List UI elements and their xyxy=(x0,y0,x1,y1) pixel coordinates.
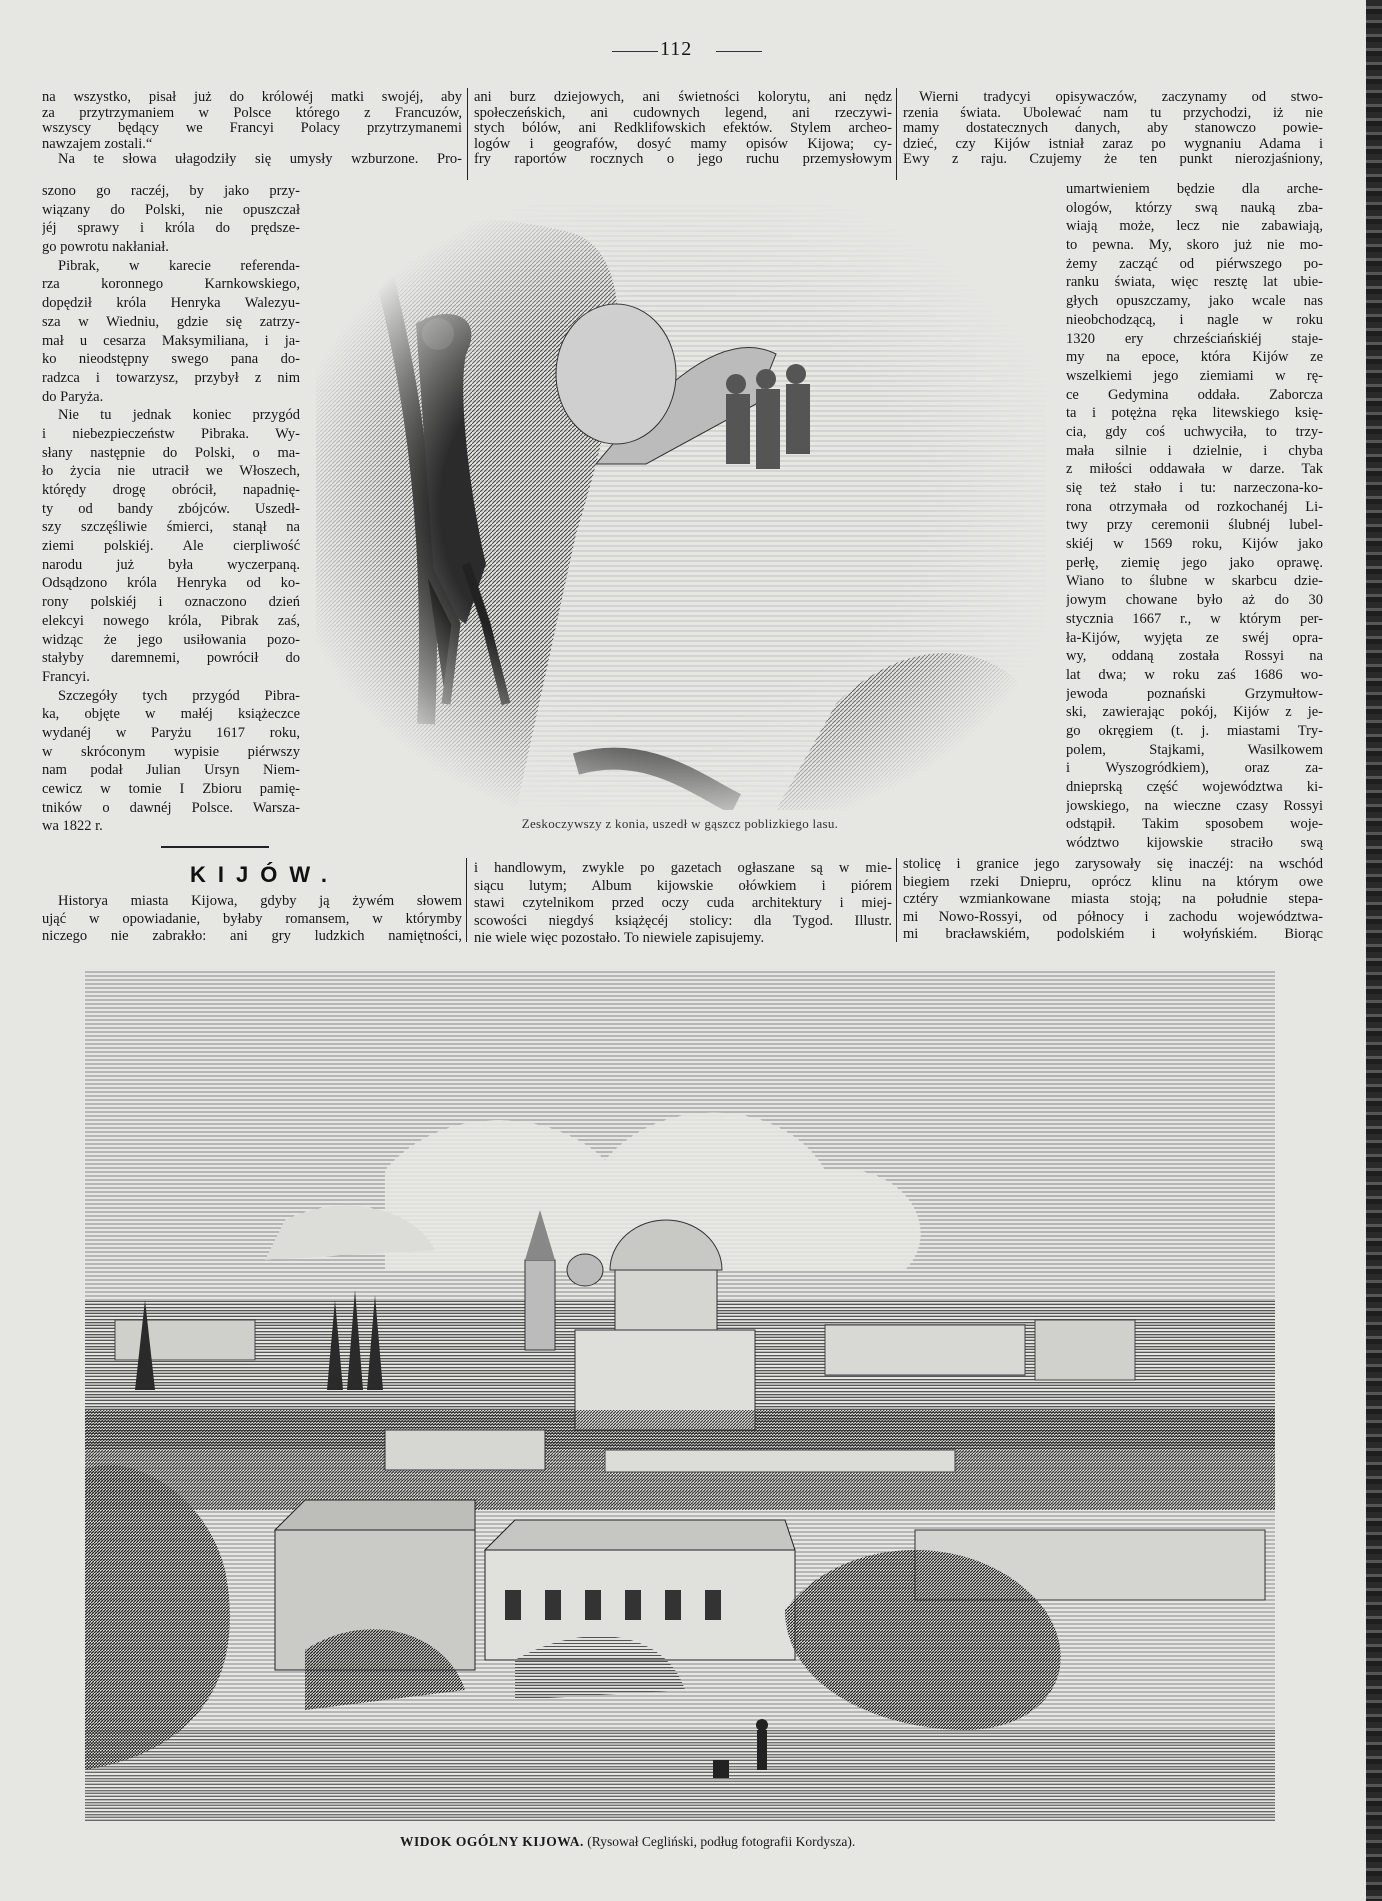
article-column-1 xyxy=(42,893,462,946)
text-line: i niebezpieczeństw Pibraka. Wy- xyxy=(42,425,300,442)
top-illustration-engraving xyxy=(316,204,1046,810)
page-number-dash-left xyxy=(612,51,658,52)
text-line: biegiem rzeki Dniepru, oprócz klinu na którym owe xyxy=(903,873,1323,890)
text-line: ce Gedymina oddała. Zaborcza xyxy=(1066,386,1323,403)
text-line: skiéj w 1569 roku, Kijów jako xyxy=(1066,536,1323,553)
page-binding-edge xyxy=(1366,0,1382,1901)
top-column-1 xyxy=(42,90,462,168)
text-line: rony polskiéj i oznaczono dzień xyxy=(42,594,300,611)
bottom-illustration-caption xyxy=(400,1834,855,1850)
text-line: odstąpił. Takim sposobem woje- xyxy=(1066,816,1323,833)
text-line: cia, gdy coś uchwyciła, to trzy- xyxy=(1066,423,1323,440)
text-line: którędy drogę obrócił, napadnię- xyxy=(42,482,300,498)
text-line: nam podał Julian Ursyn Niem- xyxy=(42,762,300,779)
text-line: wiają może, lecz nie zabawiają, xyxy=(1066,218,1323,235)
text-line: szono go raczéj, by jako przy- xyxy=(42,183,300,199)
text-line: mi Nowo-Rossyi, od północy i zachodu województwa- xyxy=(903,908,1323,925)
text-line: nieobchodzącą, i nagle w roku xyxy=(1066,311,1323,328)
text-line: tników o dawnéj Polsce. Warsza- xyxy=(42,799,300,816)
section-separator xyxy=(161,846,269,848)
page-number: 112 xyxy=(660,38,693,60)
text-line: dopędził króla Henryka Walezyu- xyxy=(42,295,300,312)
text-line: Nie tu jednak koniec przygód xyxy=(58,407,300,424)
text-line: głych opuszczamy, jako wcale nas xyxy=(1066,293,1323,310)
article-column-2 xyxy=(474,860,892,948)
text-line: cztéry wzmiankowane miasta stoją; na południe stepa- xyxy=(903,891,1323,907)
text-line: scowości niegdyś książęcéj stolicy: dla Tygod. Illustr. xyxy=(474,912,892,929)
text-line: Francyi. xyxy=(42,668,90,685)
text-line: Na te słowa ułagodziły się umysły wzburzone. Pro- xyxy=(58,152,462,168)
text-line: nawzajem zostali.“ xyxy=(42,136,153,152)
text-line: narodu już była wyczerpaną. xyxy=(42,556,300,573)
text-line: Szczegóły tych przygód Pibra- xyxy=(58,687,300,704)
column-rule xyxy=(896,858,897,942)
text-line: wy, oddaną została Rossyi na xyxy=(1066,648,1323,665)
text-line: jowym chowane było aż do 30 xyxy=(1066,592,1323,609)
text-line: stycznia 1667 r., w którym per- xyxy=(1066,610,1323,627)
text-line: widząc że jego usiłowania pozo- xyxy=(42,631,300,648)
text-line: ologów, którzy swą nauką zba- xyxy=(1066,199,1323,216)
text-line: perłę, ziemię jego jako oprawę. xyxy=(1066,554,1323,571)
text-line: za przytrzymaniem w Polsce którego z Francuzów, xyxy=(42,105,462,121)
text-line: stych bólów, ani Redklifowskich efektów. Stylem archeo- xyxy=(474,121,892,137)
text-line: mi bracławskiém, podolskiém i wołyńskiém. Biorąc xyxy=(903,926,1323,942)
text-line: fry raportów rocznych o jego ruchu przemysłowym xyxy=(474,152,892,168)
page-number-dash-right xyxy=(716,51,762,52)
article-heading: KIJÓW. xyxy=(190,862,340,887)
text-line: Wierni tradycyi opisywaczów, zaczynamy od stwo- xyxy=(919,90,1323,105)
text-line: mała silnie i dzielnie, i chyba xyxy=(1066,442,1323,459)
text-line: twy przy ceremonii ślubnéj lubel- xyxy=(1066,517,1323,534)
text-line: na wszystko, pisał już do królowéj matki swojéj, aby xyxy=(42,90,462,105)
text-line: go powrotu nakłaniał. xyxy=(42,239,169,256)
text-line: to pewna. My, skoro już nie mo- xyxy=(1066,237,1323,254)
text-line: ziemi polskiéj. Ale cierpliwość xyxy=(42,538,300,555)
text-line: logów i geografów, dosyć mamy opisów Kijowa; cy- xyxy=(474,136,892,152)
text-line: siącu lutym; Album kijowskie ołówkiem i piórem xyxy=(474,877,892,894)
text-line: 1320 ery chrześciańskiéj staje- xyxy=(1066,330,1323,347)
text-line: wszyscy będący we Francyi Polacy przytrzymanemi xyxy=(42,121,462,137)
text-line: wiązany do Polski, nie opuszczał xyxy=(42,201,300,218)
text-line: jewoda poznański Grzymułtow- xyxy=(1066,685,1323,702)
text-line: rzenia świata. Ubolewać nam tu przychodzi, iż nie xyxy=(903,105,1323,121)
text-line: dnieprską część województwa ki- xyxy=(1066,779,1323,795)
caption-title: WIDOK OGÓLNY KIJOWA. xyxy=(400,1834,584,1849)
text-line: stałyby daremnemi, powrócił do xyxy=(42,650,300,667)
text-line: ski, zawierając pokój, Kijów z je- xyxy=(1066,704,1323,721)
text-line: dzieć, czy Kijów istniał zaraz po wygnaniu Adama i xyxy=(903,136,1323,152)
text-line: lat dwa; w roku zaś 1686 wo- xyxy=(1066,666,1323,683)
text-line: społeczeńskich, ani cudownych legend, ani rzeczywi- xyxy=(474,105,892,121)
text-line: go okręgiem (t. j. miastami Try- xyxy=(1066,722,1323,739)
text-line: i handlowym, zwykle po gazetach ogłaszane są w mie- xyxy=(474,860,892,876)
text-line: żemy zacząć od piérwszego po- xyxy=(1066,255,1323,272)
text-line: Pibrak, w karecie referenda- xyxy=(58,257,300,274)
column-rule xyxy=(466,858,467,942)
text-line: rza koronnego Karnkowskiego, xyxy=(42,276,300,293)
text-line: ło życia nie utracił we Włoszech, xyxy=(42,463,300,480)
text-line: jéj sprawy i króla do prędsze- xyxy=(42,220,300,237)
text-line: ko nieodstępny swego pana do- xyxy=(42,351,300,368)
text-line: Odsądzono króla Henryka od ko- xyxy=(42,575,300,592)
text-line: jowskiego, na wieczne czasy Rossyi xyxy=(1066,797,1323,814)
text-line: wa 1822 r. xyxy=(42,818,103,835)
text-line: Wiano to ślubne w skarbcu dzie- xyxy=(1066,573,1323,590)
text-line: ła-Kijów, wyjęta ze swéj opra- xyxy=(1066,629,1323,646)
text-line: ranku świata, więc resztę lat ubie- xyxy=(1066,274,1323,291)
text-line: do Paryża. xyxy=(42,388,104,405)
text-line: stolicę i granice jego zarysowały się inaczéj: na wschód xyxy=(903,856,1323,872)
text-line: ani burz dziejowych, ani świetności kolorytu, ani nędz xyxy=(474,90,892,105)
text-line: niczego nie zabrakło: ani gry ludzkich namiętności, xyxy=(42,928,462,944)
text-line: wszelkiemi jego ziemiami w rę- xyxy=(1066,367,1323,384)
text-line: ka, objęte w małéj książeczce xyxy=(42,706,300,723)
text-line: i Wyszogródkiem), oraz za- xyxy=(1066,760,1323,777)
text-line: radzca i towarzysz, przybył z nim xyxy=(42,369,300,386)
text-line: stawi czytelnikom przed oczy cuda architektury i miej- xyxy=(474,895,892,911)
text-line: mał u cesarza Maksymiliana, i ja- xyxy=(42,332,300,349)
text-line: wydanéj w Paryżu 1617 roku, xyxy=(42,724,300,741)
text-line: nie wiele więc pozostało. To niewiele zapisujemy. xyxy=(474,930,765,946)
top-column-2 xyxy=(474,90,892,168)
left-narrow-column xyxy=(42,182,300,836)
text-line: cewicz w tomie I Zbioru pamię- xyxy=(42,781,300,797)
text-line: wództwo kijowskie straciło swą xyxy=(1066,835,1323,852)
text-line: szy szczęśliwie śmierci, stanął na xyxy=(42,519,300,536)
text-line: polem, Stajkami, Wasilkowem xyxy=(1066,741,1323,758)
text-line: ująć w opowiadanie, byłaby romansem, w którymby xyxy=(42,910,462,927)
text-line: ta i potężna ręka litewskiego księ- xyxy=(1066,405,1323,422)
text-line: mamy dostatecznych danych, aby stanowczo powie- xyxy=(903,121,1323,137)
text-line: słany następnie do Polski, o ma- xyxy=(42,444,300,461)
top-column-3 xyxy=(903,90,1323,168)
caption-credit: (Rysował Cegliński, podług fotografii Kordysza). xyxy=(587,1834,856,1849)
text-line: my na epoce, która Kijów ze xyxy=(1066,349,1323,366)
top-illustration-caption: Zeskoczywszy z konia, uszedł w gąszcz poblizkiego lasu. xyxy=(521,816,839,831)
article-column-3 xyxy=(903,856,1323,944)
column-rule xyxy=(467,88,468,180)
text-line: z miłości oddawała w darze. Tak xyxy=(1066,461,1323,478)
text-line: się też stało i tu: narzeczona-ko- xyxy=(1066,480,1323,496)
kiev-panorama-engraving xyxy=(85,970,1275,1822)
text-line: sza w Wiedniu, gdzie się zatrzy- xyxy=(42,313,300,330)
text-line: elekcyi nowego króla, Pibrak zaś, xyxy=(42,612,300,629)
text-line: umartwieniem będzie dla arche- xyxy=(1066,181,1323,197)
text-line: Ewy z raju. Czujemy że ten punkt nierozjaśniony, xyxy=(903,152,1323,168)
text-line: rona otrzymała od rozkochanéj Li- xyxy=(1066,498,1323,515)
text-line: Historya miasta Kijowa, gdyby ją żywém słowem xyxy=(58,893,462,909)
text-line: ty od bandy zbójców. Uszedł- xyxy=(42,500,300,517)
right-narrow-column xyxy=(1066,180,1323,853)
text-line: w skróconym wypisie piérwszy xyxy=(42,743,300,760)
column-rule xyxy=(896,88,897,180)
